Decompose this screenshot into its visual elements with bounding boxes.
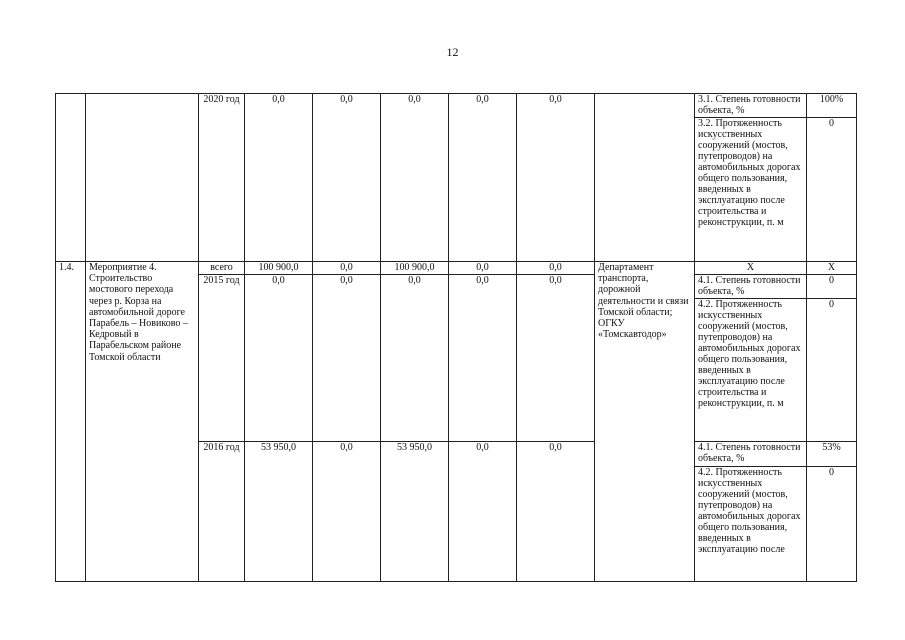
value-cell: 0,0 [245,94,313,262]
value-cell: 53 950,0 [381,442,449,582]
indicator-value: 53% [807,442,857,467]
value-cell: 0,0 [381,94,449,262]
value-cell: 0,0 [245,275,313,442]
value-cell: 0,0 [313,262,381,275]
indicator-text: 4.2. Протяженность искусственных сооружений (мостов, путепроводов) на автомобильных дорогах общего пользования, введенных в эксплуатацию после строительства и реконструкции, п. м [695,299,807,442]
value-cell: 0,0 [517,442,595,582]
executor-cell: Департамент транспорта, дорожной деятельности и связи Томской области; ОГКУ «Томскавтодор» [595,262,695,582]
indicator-text: 4.2. Протяженность искусственных сооружений (мостов, путепроводов) на автомобильных дорогах общего пользования, введенных в эксплуатацию после [695,467,807,582]
value-cell: 0,0 [313,275,381,442]
year-cell: 2016 год [199,442,245,582]
value-cell: 0,0 [517,94,595,262]
executor-cell [595,94,695,262]
total-label: всего [199,262,245,275]
value-cell: 0,0 [449,94,517,262]
indicator-value: Х [807,262,857,275]
value-cell: 0,0 [381,275,449,442]
indicator-text: 3.2. Протяженность искусственных сооружений (мостов, путепроводов) на автомобильных дорогах общего пользования, введенных в эксплуатацию после строительства и реконструкции, п. м [695,118,807,262]
value-cell: 0,0 [517,262,595,275]
indicator-text: 3.1. Степень готовности объекта, % [695,94,807,118]
num-cell [56,94,86,262]
indicator-value: 0 [807,275,857,299]
value-cell: 0,0 [313,94,381,262]
value-cell: 0,0 [449,262,517,275]
name-cell [86,94,199,262]
page-number: 12 [446,45,459,59]
indicator-text: 4.1. Степень готовности объекта, % [695,442,807,467]
indicator-text: Х [695,262,807,275]
event-number: 1.4. [56,262,86,582]
indicator-value: 0 [807,118,857,262]
value-cell: 53 950,0 [245,442,313,582]
table-row [56,94,857,118]
year-cell: 2015 год [199,275,245,442]
value-cell: 0,0 [449,442,517,582]
year-cell: 2020 год [199,94,245,262]
value-cell: 0,0 [517,275,595,442]
value-cell: 0,0 [449,275,517,442]
value-cell: 100 900,0 [245,262,313,275]
indicator-value: 0 [807,299,857,442]
indicator-value: 0 [807,467,857,582]
indicator-text: 4.1. Степень готовности объекта, % [695,275,807,299]
table-row [56,262,857,275]
indicator-value: 100% [807,94,857,118]
event-name: Мероприятие 4. Строительство мостового перехода через р. Корза на автомобильной дороге Парабель – Новиково – Кедровый в Парабельском районе Томской области [86,262,199,582]
value-cell: 0,0 [313,442,381,582]
value-cell: 100 900,0 [381,262,449,275]
program-table [55,93,857,582]
